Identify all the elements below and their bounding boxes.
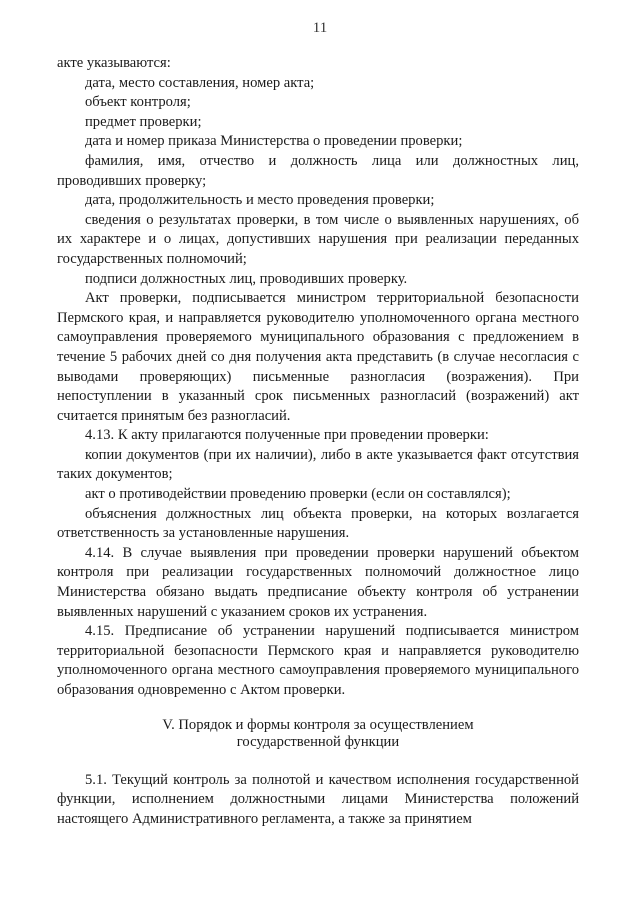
list-item-officials: фамилия, имя, отчество и должность лица или должностных лиц, проводивших проверку;: [57, 152, 579, 189]
list-item-date-place-number: дата, место составления, номер акта;: [85, 74, 315, 91]
paragraph-5-1: 5.1. Текущий контроль за полнотой и качеством исполнения государственной функции, исполнением должностными лицами Министерства положений настоящего Административного регламента, а также за принятием: [57, 771, 579, 827]
section-heading: [57, 717, 579, 751]
document-body: [57, 54, 579, 829]
list-item-results: сведения о результатах проверки, в том числе о выявленных нарушениях, об их характере и о лицах, допустивших нарушения при реализации переданных государственных полномочий;: [57, 211, 579, 267]
list-item-signatures: подписи должностных лиц, проводивших проверку.: [85, 270, 408, 287]
paragraph-intro: акте указываются:: [57, 55, 171, 71]
paragraph-4-15: 4.15. Предписание об устранении нарушений подписывается министром территориальной безопасности Пермского края и направляется руководителю уполномоченного органа местного самоуправления проверяемого муниципального образования одновременно с Актом проверки.: [57, 623, 579, 698]
paragraph-4-14: 4.14. В случае выявления при проведении проверки нарушений объектом контроля при реализации государственных полномочий должностное лицо Министерства обязано выдать предписание объекту контроля об устранении выявленных нарушений с указанием сроков их устранения.: [57, 544, 579, 620]
list-item-copies: копии документов (при их наличии), либо в акте указывается факт отсутствия таких документов;: [57, 446, 579, 483]
list-item-object: объект контроля;: [85, 94, 191, 111]
list-item-order: дата и номер приказа Министерства о проведении проверки;: [85, 133, 463, 150]
list-item-obstruction-act: акт о противодействии проведению проверки (если он составлялся);: [85, 486, 511, 503]
section-heading-line1: V. Порядок и формы контроля за осуществлением: [162, 716, 474, 733]
paragraph-4-13: 4.13. К акту прилагаются полученные при проведении проверки:: [85, 427, 489, 444]
list-item-subject: предмет проверки;: [85, 113, 202, 130]
page-number: 11: [312, 20, 328, 36]
list-item-duration: дата, продолжительность и место проведения проверки;: [85, 192, 435, 209]
list-item-explanations: объяснения должностных лиц объекта проверки, на которых возлагается ответственность за установленные нарушения.: [57, 505, 579, 542]
paragraph-act-signing: Акт проверки, подписывается министром территориальной безопасности Пермского края, и направляется руководителю уполномоченного органа местного самоуправления проверяемого муниципального образования с предложением в течение 5 рабочих дней со дня получения акта представить (в случае несогласия с выводами проверяющих) письменные разногласия (возражения). При непоступлении в указанный срок письменных разногласий (возражений) акт считается принятым без разногласий.: [57, 290, 579, 424]
section-heading-line2: государственной функции: [236, 733, 400, 750]
